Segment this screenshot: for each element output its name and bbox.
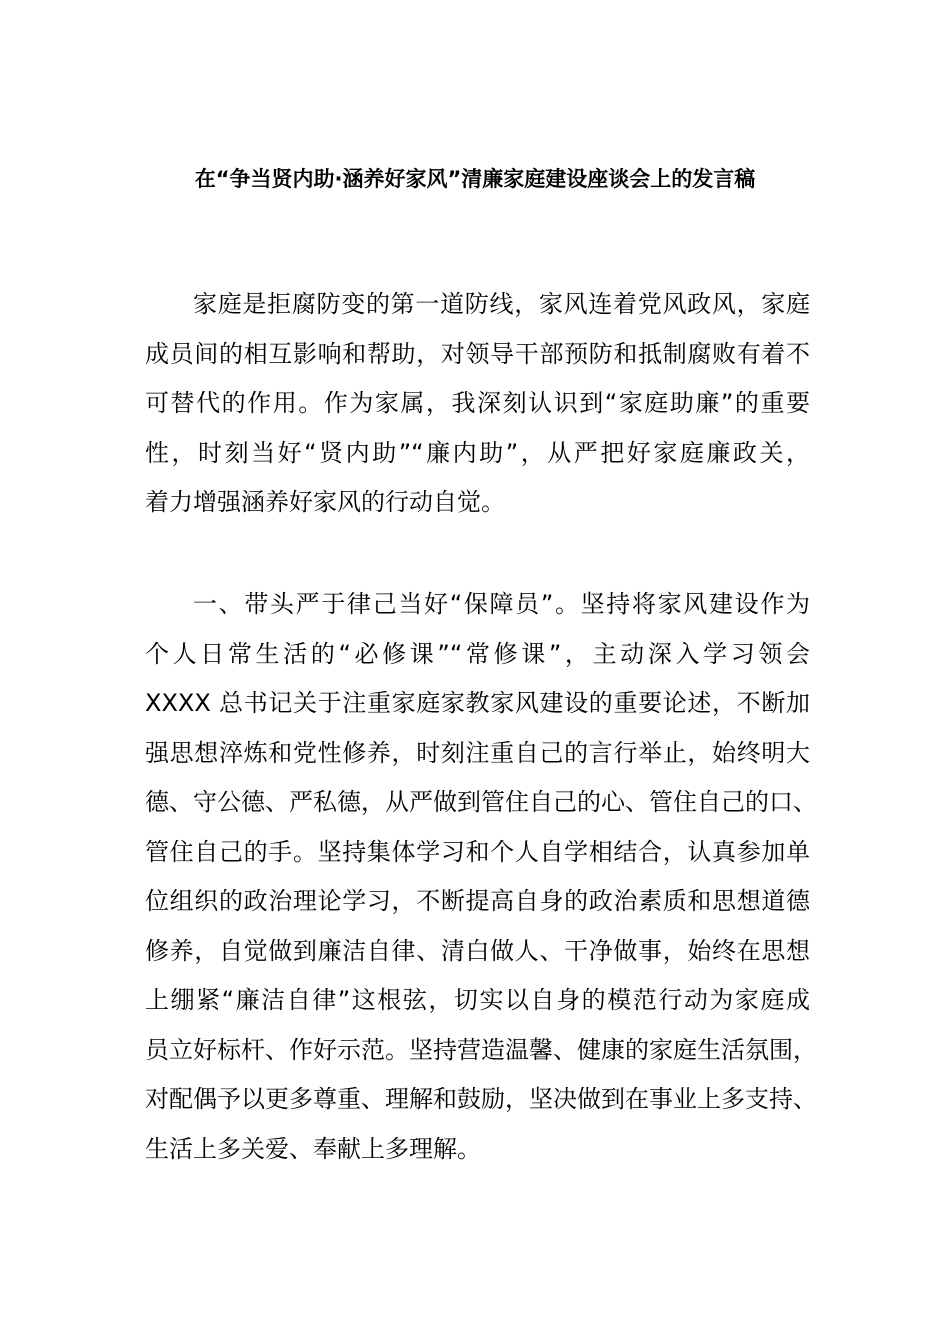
paragraph-section-one bbox=[145, 580, 817, 1174]
paragraph-line: 对配偶予以更多尊重、理解和鼓励，坚决做到在事业上多支持、 bbox=[145, 1085, 817, 1113]
paragraph-line: XXXX 总书记关于注重家庭家教家风建设的重要论述，不断加 bbox=[145, 689, 810, 717]
paragraph-line: 管住自己的手。坚持集体学习和个人自学相结合，认真参加单 bbox=[145, 837, 810, 866]
paragraph-line: 上绷紧“廉洁自律”这根弦，切实以自身的模范行动为家庭成 bbox=[145, 986, 810, 1014]
paragraph-intro bbox=[145, 280, 810, 528]
paragraph-line: 位组织的政治理论学习，不断提高自身的政治素质和思想道德 bbox=[145, 887, 810, 915]
document-title: 在“争当贤内助·涵养好家风”清廉家庭建设座谈会上的发言稿 bbox=[194, 167, 756, 191]
paragraph-line: 可替代的作用。作为家属，我深刻认识到“家庭助廉”的重要 bbox=[145, 389, 810, 417]
paragraph-line: 家庭是拒腐防变的第一道防线，家风连着党风政风，家庭 bbox=[193, 290, 810, 318]
paragraph-line: 修养，自觉做到廉洁自律、清白做人、干净做事，始终在思想 bbox=[145, 936, 810, 965]
paragraph-line: 生活上多关爱、奉献上多理解。 bbox=[145, 1134, 481, 1163]
paragraph-line: 强思想淬炼和党性修养，时刻注重自己的言行举止，始终明大 bbox=[145, 738, 810, 767]
paragraph-line: 成员间的相互影响和帮助，对领导干部预防和抵制腐败有着不 bbox=[145, 339, 810, 368]
paragraph-line: 个人日常生活的“必修课”“常修课”，主动深入学习领会 bbox=[145, 639, 810, 668]
paragraph-line: 一、带头严于律己当好“保障员”。坚持将家风建设作为 bbox=[193, 590, 810, 618]
paragraph-line: 着力增强涵养好家风的行动自觉。 bbox=[145, 488, 505, 516]
paragraph-line: 德、守公德、严私德，从严做到管住自己的心、管住自己的口、 bbox=[145, 788, 817, 816]
paragraph-line: 性，时刻当好“贤内助”“廉内助”，从严把好家庭廉政关， bbox=[145, 438, 810, 467]
paragraph-line: 员立好标杆、作好示范。坚持营造温馨、健康的家庭生活氛围， bbox=[145, 1035, 817, 1064]
